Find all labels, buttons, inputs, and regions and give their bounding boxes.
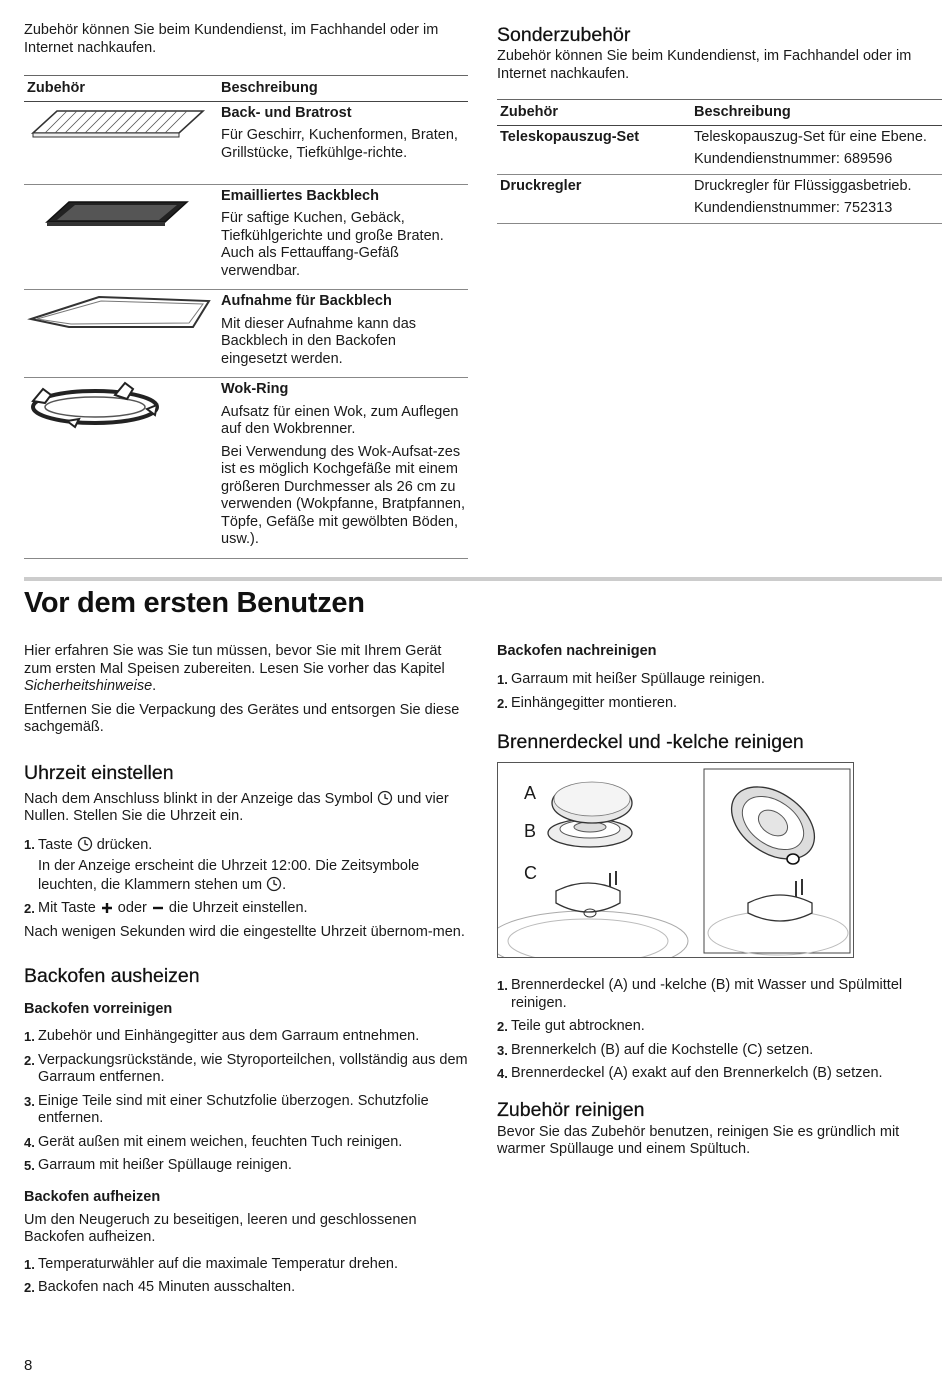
clock-icon [266,876,282,892]
accessory-image-cell [24,290,218,378]
intro-text-end: . [152,678,157,694]
list-item [24,1093,470,1128]
step-text: Garraum mit heißer Spüllauge reinigen. [38,1157,292,1173]
plus-icon [100,901,114,915]
preclean-steps [24,1028,470,1175]
step-note [38,858,470,894]
list-item [24,1157,470,1175]
list-item [497,977,942,1012]
col-header-description: Beschreibung [691,100,942,126]
step-number: 1. [24,836,35,852]
step-number: 2. [24,901,35,916]
clock-steps [24,836,470,918]
clock-text: Nach dem Anschluss blinkt in der Anzeige das Symbol [24,790,378,807]
step-text: Gerät außen mit einem weichen, feuchten Tuch reinigen. [38,1133,403,1150]
accessory-image-cell [24,378,218,559]
right-column [497,643,942,1159]
step-number: 4. [24,1134,35,1150]
accessory-desc-cell [218,101,468,184]
accessory-section [24,22,468,559]
step-text: Backofen nach 45 Minuten ausschalten. [38,1279,296,1295]
step-text: Mit Taste [38,900,100,916]
step-number: 5. [24,1158,35,1173]
step-number: 2. [497,1019,508,1034]
accessory-name: Druckregler [497,174,691,223]
section-divider [24,577,942,581]
step-number: 3. [497,1042,508,1058]
step-text: drücken. [92,836,153,853]
service-number: Kundendienstnummer: 752313 [694,200,893,216]
page-title: Vor dem ersten Benutzen [24,587,365,619]
step-number: 1. [24,1029,35,1044]
burner-figure [497,762,854,958]
list-item [24,836,470,895]
accessory-name: Emailliertes Backblech [221,187,379,204]
accessory-desc: Für Geschirr, Kuchenformen, Braten, Grillstücke, Tiefkühlge-richte. [221,127,458,161]
figure-label-a: A [524,783,537,803]
section-title-heat: Backofen ausheizen [24,965,200,987]
col-header-accessory: Zubehör [24,76,218,102]
section-title: Sonderzubehör [497,24,631,46]
list-item [24,1052,470,1087]
wok-ring-icon [27,381,167,431]
clock-after-text: Nach wenigen Sekunden wird die eingestellte Uhrzeit übernom-men. [24,923,465,940]
table-header-row [497,100,942,126]
clock-paragraph [24,790,470,826]
table-row [24,378,468,559]
accessory-name: Teleskopauszug-Set [497,125,691,174]
section-title-burner: Brennerdeckel und -kelche reinigen [497,731,804,753]
table-row [497,174,942,223]
step-text: Garraum mit heißer Spüllauge reinigen. [511,671,765,687]
step-text: Zubehör und Einhängegitter aus dem Garraum entnehmen. [38,1028,420,1044]
accessory-desc: Druckregler für Flüssiggasbetrieb. [694,177,912,194]
step-text: Brennerkelch (B) auf die Kochstelle (C) setzen. [511,1041,814,1058]
step-number: 1. [497,672,508,687]
step-number: 1. [497,978,508,993]
step-note-text: . [282,876,287,893]
col-header-description: Beschreibung [218,76,468,102]
intro-paragraph-2: Entfernen Sie die Verpackung des Gerätes und entsorgen Sie diese sachgemäß. [24,701,460,735]
list-item [497,1042,942,1060]
heatup-intro: Um den Neugeruch zu beseitigen, leeren und geschlossenen Backofen aufheizen. [24,1211,417,1245]
section-title-accessory-clean: Zubehör reinigen [497,1098,645,1121]
step-number: 2. [24,1052,35,1068]
list-item [24,1279,470,1297]
clock-icon [77,836,93,852]
step-text: Taste [38,836,77,853]
table-header-row [24,76,468,102]
accessory-image-cell [24,184,218,290]
baking-tray-icon [27,192,207,232]
accessory-desc: Mit dieser Aufnahme kann das Backblech in den Backofen eingesetzt werden. [221,315,417,367]
special-accessory-section [497,24,942,224]
tray-holder-icon [27,293,213,333]
step-text: Einhängegitter montieren. [511,694,678,711]
list-item [497,695,942,713]
accessory-desc-cell [691,174,942,223]
accessory-desc: Für saftige Kuchen, Gebäck, Tiefkühlgerichte und große Braten. Auch als Fettauffang-Gefäß verwendbar. [221,210,444,279]
step-text: Brennerdeckel (A) exakt auf den Brennerkelch (B) setzen. [511,1065,883,1081]
figure-label-c: C [524,863,537,883]
burner-illustration [498,763,853,957]
section-title-clock: Uhrzeit einstellen [24,761,174,784]
special-accessory-table [497,99,942,224]
clock-icon [377,790,393,806]
accessory-desc-cell [691,125,942,174]
table-row [24,290,468,378]
list-item [24,1134,470,1152]
accessory-name: Back- und Bratrost [221,104,352,121]
step-number: 4. [497,1066,508,1081]
list-item [24,1028,470,1046]
accessory-desc: Teleskopauszug-Set für eine Ebene. [694,128,927,145]
accessory-image-cell [24,101,218,184]
step-number: 1. [24,1256,35,1272]
accessory-desc-cell [218,290,468,378]
burner-steps [497,977,942,1083]
oven-rack-icon [27,105,207,145]
figure-label-b: B [524,821,537,841]
table-row [24,184,468,290]
step-number: 3. [24,1093,35,1109]
list-item [497,1018,942,1036]
special-accessory-intro: Zubehör können Sie beim Kundendienst, im Fachhandel oder im Internet nachkaufen. [497,48,912,82]
accessory-desc-cell [218,184,468,290]
step-number: 2. [24,1280,35,1295]
page-number: 8 [24,1357,33,1374]
step-text: Teile gut abtrocknen. [511,1018,645,1034]
step-note-text: In der Anzeige erscheint die Uhrzeit 12:00. Die Zeitsymbole leuchten, die Klammern stehen um [38,858,420,893]
accessory-name: Wok-Ring [221,381,289,397]
intro-paragraph [24,643,470,696]
step-text: Brennerdeckel (A) und -kelche (B) mit Wasser und Spülmittel reinigen. [511,977,903,1011]
step-text: oder [113,900,151,916]
left-column [24,643,470,1303]
subsection-title-postclean: Backofen nachreinigen [497,643,657,659]
list-item [24,900,470,918]
step-text: Einige Teile sind mit einer Schutzfolie überzogen. Schutzfolie entfernen. [38,1092,429,1126]
accessory-table [24,75,468,559]
subsection-title-heatup: Backofen aufheizen [24,1188,161,1205]
list-item [24,1256,470,1274]
table-row [24,101,468,184]
heatup-steps [24,1256,470,1297]
step-number: 2. [497,695,508,711]
list-item [497,671,942,689]
accessory-desc: Aufsatz für einen Wok, zum Auflegen auf den Wokbrenner. [221,403,459,437]
list-item [497,1065,942,1083]
col-header-accessory: Zubehör [497,100,691,126]
step-text: Temperaturwähler auf die maximale Temperatur drehen. [38,1255,398,1272]
accessory-desc: Bei Verwendung des Wok-Aufsat-zes ist es möglich Kochgefäße mit einem größeren Durchmesser als 26 cm zu verwenden (Wokpfanne, Bratpfannen, Töpfe, Gefäße mit gewölbten Böden, usw.). [221,443,465,547]
accessory-clean-text: Bevor Sie das Zubehör benutzen, reinigen Sie es gründlich mit warmer Spüllauge und einem Spültuch. [497,1123,900,1157]
accessory-desc-cell [218,378,468,559]
postclean-steps [497,671,942,712]
intro-link-safety: Sicherheitshinweise [24,678,153,694]
accessory-intro: Zubehör können Sie beim Kundendienst, im Fachhandel oder im Internet nachkaufen. [24,22,439,56]
step-text: die Uhrzeit einstellen. [164,900,308,916]
service-number: Kundendienstnummer: 689596 [694,151,893,167]
minus-icon [151,901,165,915]
intro-text: Hier erfahren Sie was Sie tun müssen, bevor Sie mit Ihrem Gerät zum ersten Mal Speisen zubereiten. Lesen Sie vorher das Kapitel [24,643,445,677]
table-row [497,125,942,174]
accessory-name: Aufnahme für Backblech [221,293,392,309]
clock-text: und vier Nullen. Stellen Sie die Uhrzeit ein. [24,790,449,824]
subsection-title-preclean: Backofen vorreinigen [24,1001,173,1017]
step-text: Verpackungsrückstände, wie Styroporteilchen, vollständig aus dem Garraum entfernen. [38,1051,468,1085]
